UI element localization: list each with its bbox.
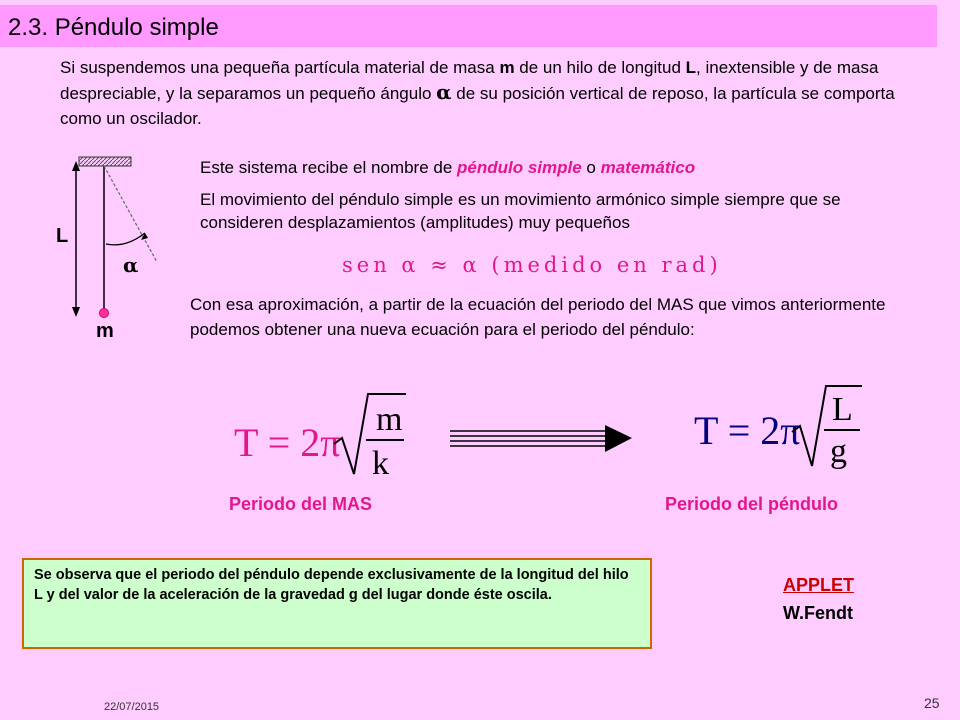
formula-mas <box>230 390 410 490</box>
displaced-thread <box>104 166 157 262</box>
page-number: 25 <box>924 695 940 711</box>
right-arrow-icon <box>450 422 640 456</box>
intro-text-4: de su posición vertical de reposo, la partícula se comporta como un oscilador. <box>60 84 895 128</box>
alpha-label: α <box>123 253 139 277</box>
intro-alpha-symbol: α <box>436 80 452 104</box>
mass-label: m <box>96 320 114 342</box>
pendulum-support <box>79 157 131 166</box>
page-title: 2.3. Péndulo simple <box>8 14 219 41</box>
conclusion-box: Se observa que el periodo del péndulo depende exclusivamente de la longitud del hilo L y del valor de la aceleración de la gravedad g del lugar donde éste oscila. <box>22 558 652 649</box>
formula-mas-numerator: m <box>376 401 403 438</box>
small-angle-approximation: sen α ≈ α (medido en rad) <box>342 253 722 277</box>
mas-description: El movimiento del péndulo simple es un movimiento armónico simple siempre que se consideren desplazamientos (amplitudes) muy pequeños <box>200 190 841 232</box>
formula-pendulum-numerator: L <box>832 391 853 428</box>
formula-pendulum-lhs: T = 2π <box>694 408 801 453</box>
system-name-text-1: Este sistema recibe el nombre de <box>200 158 458 177</box>
intro-mass-symbol: m <box>499 58 515 77</box>
length-arrow-bottom <box>72 307 80 317</box>
intro-length-symbol: L <box>685 58 697 77</box>
formula-pendulum-denominator: g <box>830 433 847 470</box>
formula-mas-lhs: T = 2π <box>234 420 341 465</box>
term-pendulo-simple: péndulo simple <box>457 158 582 177</box>
footer-date: 22/07/2015 <box>104 701 160 713</box>
system-name-text <box>200 155 840 180</box>
intro-text-3: , inextensible y de masa despreciable, y la separamos un pequeño ángulo <box>60 58 879 103</box>
applet-link[interactable]: APPLET <box>783 575 855 595</box>
pendulum-mass <box>100 309 109 318</box>
approximation-paragraph: Con esa aproximación, a partir de la ecuación del periodo del MAS que vimos anteriormente podemos obtener una nueva ecuación para el periodo del péndulo: <box>190 295 886 339</box>
intro-text-1: Si suspendemos una pequeña partícula material de masa <box>60 58 500 77</box>
label-periodo-pendulo: Periodo del péndulo <box>665 494 839 514</box>
label-periodo-mas: Periodo del MAS <box>229 494 373 514</box>
angle-arc <box>106 233 145 245</box>
intro-text-2: de un hilo de longitud <box>514 58 686 77</box>
formula-pendulum <box>690 382 865 482</box>
length-label: L <box>56 225 69 247</box>
applet-author: W.Fendt <box>783 603 853 623</box>
formula-mas-denominator: k <box>372 445 389 482</box>
system-name-text-2: o <box>581 158 601 177</box>
term-matematico: matemático <box>600 158 696 177</box>
